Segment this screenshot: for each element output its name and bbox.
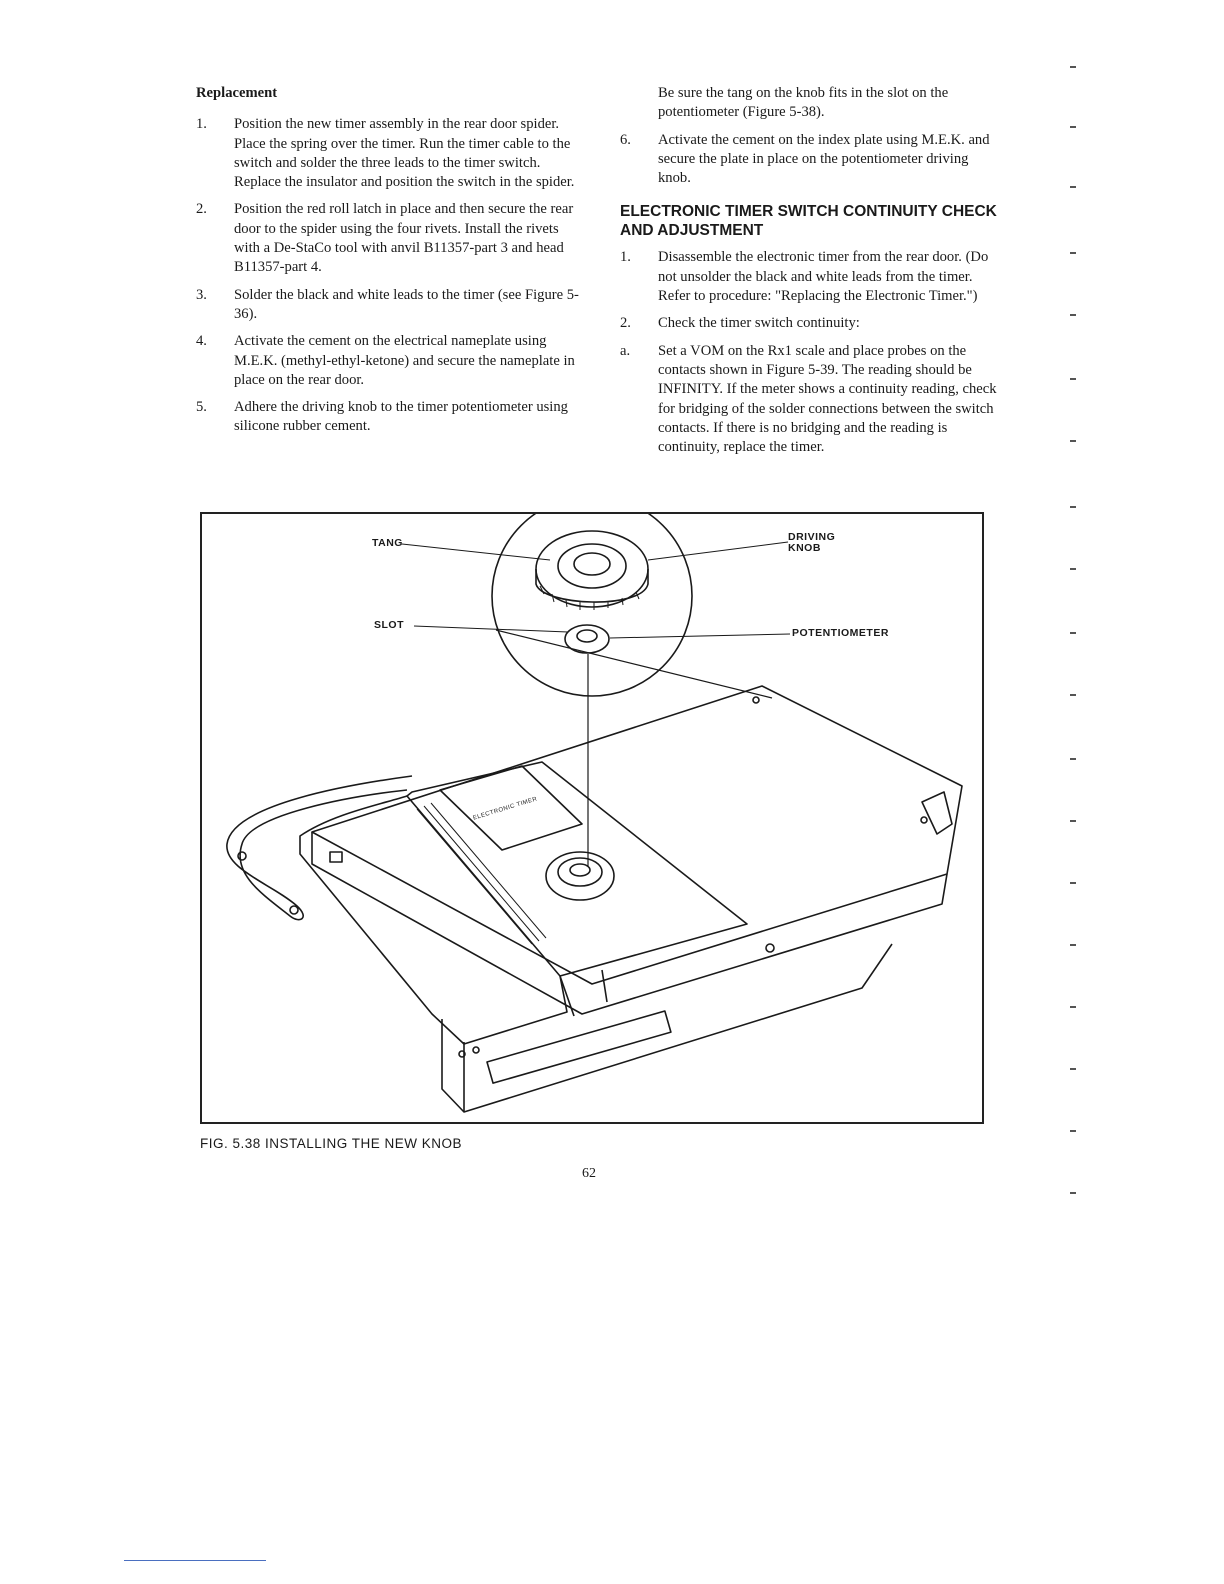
slot-label: SLOT [374, 619, 404, 631]
item-number: 3. [196, 286, 207, 303]
figure-frame [200, 512, 984, 1124]
replacement-heading: Replacement [196, 85, 278, 101]
item-text: Adhere the driving knob to the timer potentiometer using silicone rubber cement. [234, 399, 568, 435]
item-text: Disassemble the electronic timer from the rear door. (Do not unsolder the black and white leads from the timer. Refer to procedure: "Replacing the Electronic Timer.") [658, 249, 989, 305]
figure-caption: FIG. 5.38 INSTALLING THE NEW KNOB [200, 1136, 463, 1151]
continuation-text: Be sure the tang on the knob fits in the slot on the potentiometer (Figure 5-38). [658, 85, 949, 121]
item-number: 2. [620, 315, 631, 332]
list-item [196, 115, 586, 192]
item-number: 6. [620, 131, 631, 148]
page-number: 62 [582, 1166, 596, 1181]
item-text: Activate the cement on the index plate using M.E.K. and secure the plate in place on the potentiometer driving knob. [658, 131, 990, 187]
list-item [620, 342, 1000, 458]
tang-label: TANG [372, 537, 403, 549]
list-item [196, 286, 586, 325]
bottom-rule [124, 1560, 266, 1561]
item-number: 1. [196, 116, 207, 133]
timer-panel-label: ELECTRONIC TIMER [472, 796, 539, 822]
item-text: Check the timer switch continuity: [658, 315, 860, 332]
list-item [196, 200, 586, 277]
driving-knob-label: DRIVING KNOB [788, 531, 836, 554]
item-number: 1. [620, 249, 631, 266]
list-item [620, 314, 1000, 333]
item-text: Position the new timer assembly in the rear door spider. Place the spring over the timer. Run the timer cable to the switch and solder the three leads to the timer switch. Replace the insulator and position the switch in the spider. [234, 116, 575, 191]
list-item [620, 131, 1000, 189]
device-illustration [202, 514, 982, 1122]
potentiometer-label: POTENTIOMETER [792, 627, 889, 639]
item-number: 2. [196, 201, 207, 218]
item-number: 4. [196, 333, 207, 350]
list-item [196, 332, 586, 390]
item-number: 5. [196, 399, 207, 416]
item-text: Set a VOM on the Rx1 scale and place probes on the contacts shown in Figure 5-39. The reading should be INFINITY. If the meter shows a continuity reading, check for bridging of the solder connections between the switch contacts. If there is no bridging and the reading is continuity, replace the timer. [658, 342, 997, 456]
section-title: ELECTRONIC TIMER SWITCH CONTINUITY CHECK AND ADJUSTMENT [620, 203, 997, 240]
list-item [196, 398, 586, 437]
item-text: Activate the cement on the electrical nameplate using M.E.K. (methyl-ethyl-ketone) and secure the nameplate in place on the rear door. [234, 333, 575, 388]
item-text: Position the red roll latch in place and then secure the rear door to the spider using the four rivets. Install the rivets with a De-StaCo tool with anvil B11357-part 3 and head B11357-part 4. [234, 201, 574, 276]
left-column [196, 84, 586, 445]
item-number: a. [620, 342, 631, 359]
right-column [620, 84, 1000, 465]
list-item [620, 248, 1000, 306]
margin-marks [1070, 60, 1082, 1500]
item-text: Solder the black and white leads to the timer (see Figure 5-36). [234, 286, 579, 322]
